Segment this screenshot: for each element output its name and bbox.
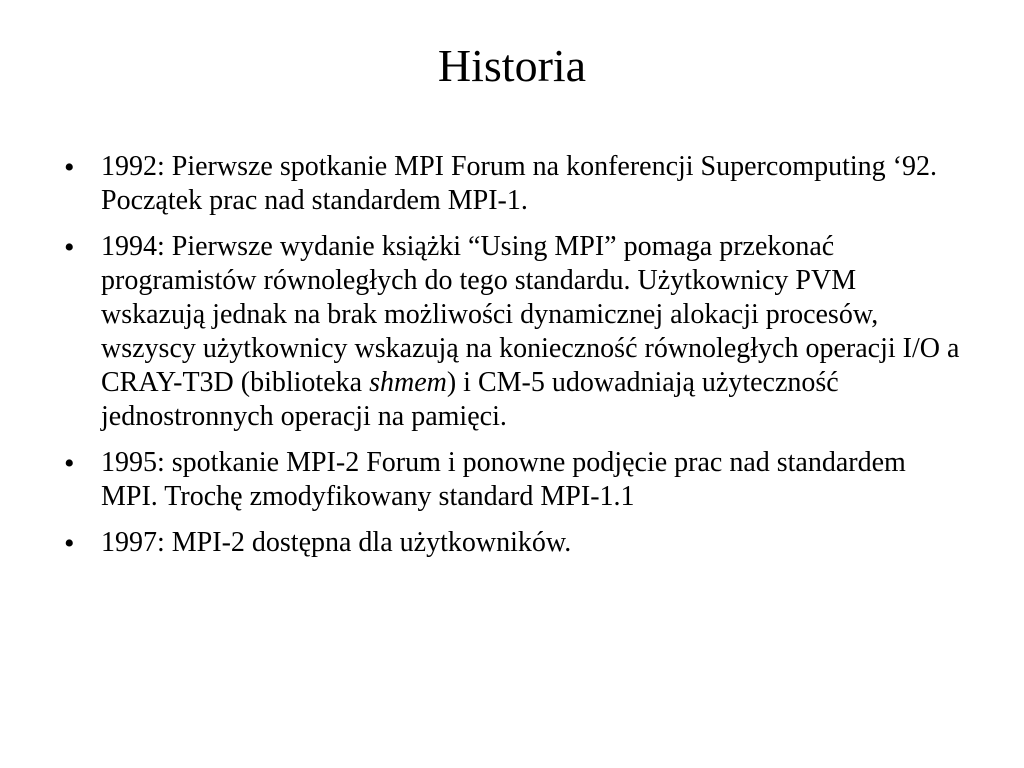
bullet-item-1997 [60, 526, 965, 560]
bullet-item-1992 [60, 150, 965, 218]
bullet-text: 1992: Pierwsze spotkanie MPI Forum na konferencji Supercomputing ‘92. Początek prac nad standardem MPI-1. [101, 151, 937, 216]
bullet-icon: • [64, 447, 75, 480]
bullet-icon: • [64, 527, 75, 560]
bullet-icon: • [64, 231, 75, 264]
bullet-text-part: ) i CM-5 udowadniają użyteczność jednostronnych operacji na pamięci. [101, 367, 839, 432]
bullet-item-1995 [60, 446, 965, 514]
bullet-list [60, 150, 965, 572]
bullet-text-part: 1994: Pierwsze wydanie książki “Using MPI” pomaga przekonać programistów równoległych do tego standardu. Użytkownicy PVM wskazują jednak na brak możliwości dynamicznej alokacji procesów, wszyscy użytkownicy wskazują na konieczność równoległych operacji I/O a CRAY-T3D (biblioteka [101, 231, 960, 398]
bullet-text: 1997: MPI-2 dostępna dla użytkowników. [101, 527, 572, 558]
bullet-item-1994 [60, 230, 965, 434]
bullet-text [101, 231, 959, 432]
bullet-text: 1995: spotkanie MPI-2 Forum i ponowne podjęcie prac nad standardem MPI. Trochę zmodyfikowany standard MPI-1.1 [101, 447, 906, 512]
library-name-emphasis: shmem [369, 367, 447, 398]
slide-title: Historia [437, 40, 587, 91]
bullet-icon: • [64, 151, 75, 184]
